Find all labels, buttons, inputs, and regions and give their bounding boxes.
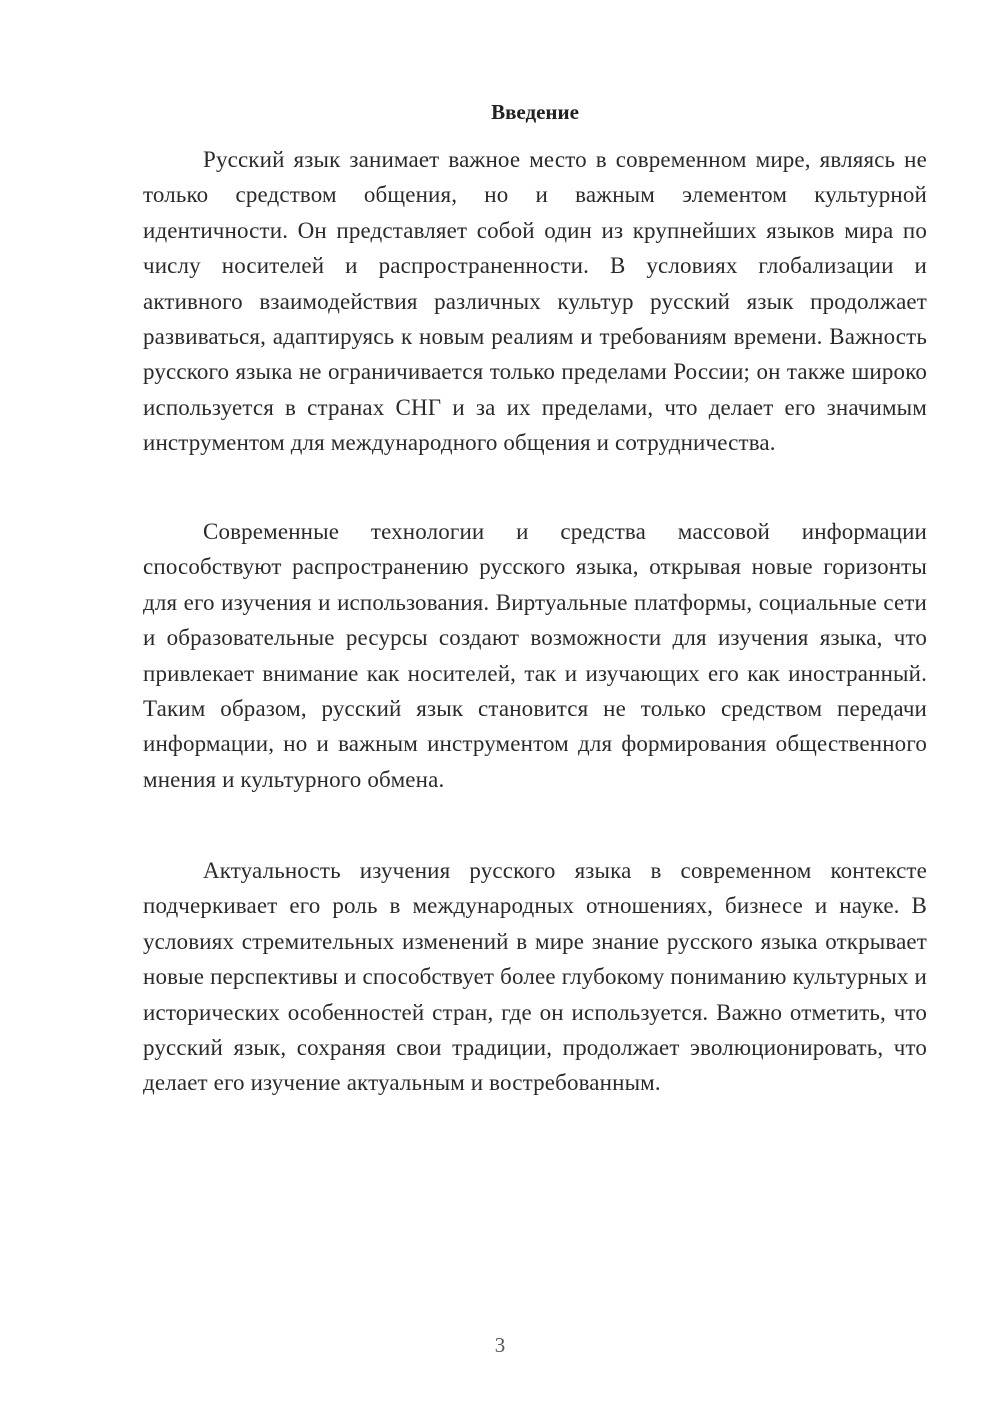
page-number: 3 <box>494 1333 506 1357</box>
paragraph-3: Актуальность изучения русского языка в современном контексте подчеркивает его роль в международных отношениях, бизнесе и науке. В условиях стремительных изменений в мире знание русского языка открывает новые перспективы и способствует более глубокому пониманию культурных и исторических особенностей стран, где он используется. Важно отметить, что русский язык, сохраняя свои традиции, продолжает эволюционировать, что делает его изучение актуальным и востребованным. <box>143 858 927 1096</box>
paragraph-1: Русский язык занимает важное место в современном мире, являясь не только средством общения, но и важным элементом культурной идентичности. Он представляет собой один из крупнейших языков мира по числу носителей и распространенности. В условиях глобализации и активного взаимодействия различных культур русский язык продолжает развиваться, адаптируясь к новым реалиям и требованиям времени. Важность русского языка не ограничивается только пределами России; он также широко используется в странах СНГ и за их пределами, что делает его значимым инструментом для международного общения и сотрудничества. <box>143 147 927 456</box>
paragraph-2: Современные технологии и средства массовой информации способствуют распространению русского языка, открывая новые горизонты для его изучения и использования. Виртуальные платформы, социальные сети и образовательные ресурсы создают возможности для изучения языка, что привлекает внимание как носителей, так и изучающих его как иностранный. Таким образом, русский язык становится не только средством передачи информации, но и важным инструментом для формирования общественного мнения и культурного обмена. <box>143 519 927 792</box>
section-heading: Введение <box>491 100 579 124</box>
